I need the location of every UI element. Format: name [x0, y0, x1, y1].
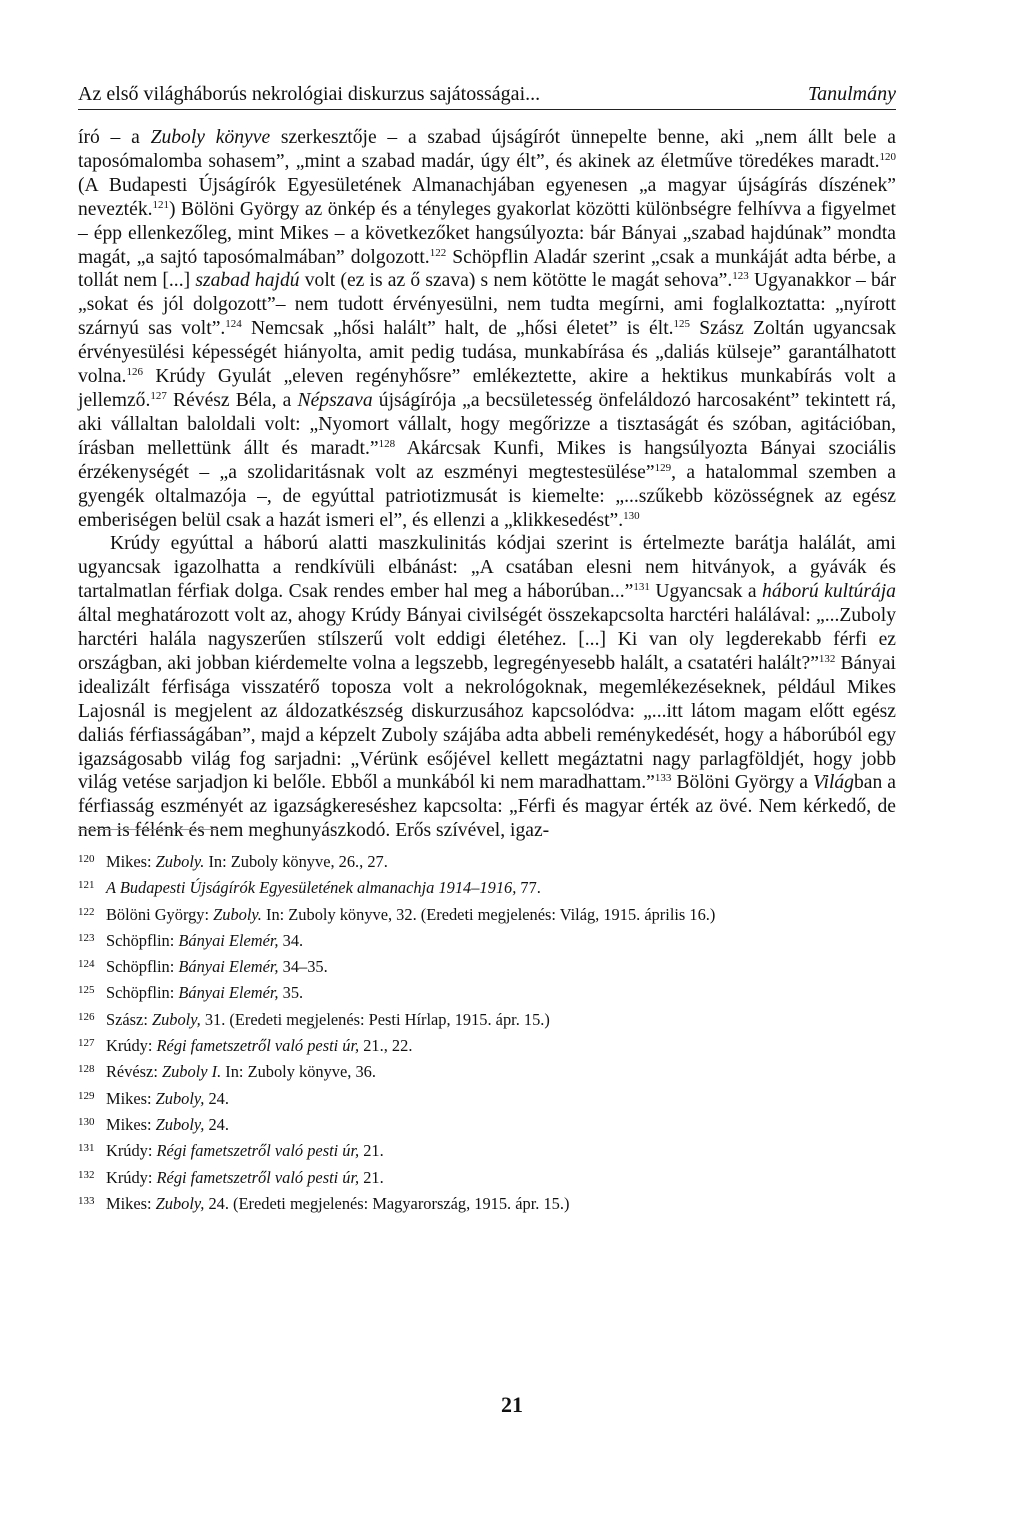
- italic-text: A Budapesti Újságírók Egyesületének almanachja 1914–1916,: [106, 878, 517, 898]
- italic-text: Zuboly,: [155, 1088, 205, 1108]
- italic-text: Népszava: [297, 389, 373, 411]
- text-run: Nemcsak „hősi halált” halt, de „hősi életet” is élt.: [241, 318, 674, 340]
- italic-text: Zuboly könyve: [150, 127, 271, 148]
- footnote: 122 Bölöni György: Zuboly. In: Zuboly könyve, 32. (Eredeti megjelenés: Világ, 1915. április 16.): [78, 904, 716, 924]
- italic-text: Zuboly.: [213, 904, 262, 924]
- text-run: által meghatározott volt az, ahogy Krúdy Bányai civilségét összekapcsolta harctéri halálával: „...Zuboly harctéri halála nagyszerűen stílszerű volt eddigi életéhez. [...] Ki van oly legderekabb férfi ez országban, aki jobban kiérdemelte volna a legszebb, legregényesebb halált, a csatatéri halált?”: [78, 605, 896, 674]
- footnote-ref: 132: [818, 652, 836, 665]
- footnote: 131 Krúdy: Régi fametszetről való pesti úr, 21.: [78, 1141, 384, 1161]
- text-run: újságírója „a becsületesség önfeláldozó harcosaként” tekintett rá, aki vállaltan baloldali volt: „Nyomort vállalt, hogy megőrizze a tisztaságát és szóban, agitációban, írásban mellettünk állt és maradt.”: [78, 389, 896, 459]
- footnote: 132 Krúdy: Régi fametszetről való pesti úr, 21.: [78, 1167, 384, 1187]
- italic-text: Bányai Elemér,: [178, 930, 279, 950]
- footnote: 129 Mikes: Zuboly, 24.: [78, 1088, 229, 1108]
- italic-text: Zuboly,: [155, 1114, 205, 1134]
- text-run: Krúdy:: [106, 1141, 157, 1161]
- footnote-ref: 133: [654, 772, 672, 785]
- footnote-ref: 125: [673, 318, 691, 331]
- text-run: 21.: [359, 1141, 384, 1161]
- text-run: Révész Béla, a: [166, 389, 298, 411]
- page-number: 21: [501, 1392, 523, 1417]
- italic-text: Régi fametszetről való pesti úr,: [156, 1036, 360, 1056]
- text-run: Ugyancsak a: [649, 581, 763, 603]
- text-run: Krúdy Gyulát „eleven regényhősre” emlékeztette, akire a hektikus munkabírás volt a jellemző.: [78, 366, 896, 411]
- italic-text: Világ: [812, 772, 854, 794]
- text-run: Mikes:: [106, 1114, 156, 1134]
- footnote-ref: 131: [633, 581, 650, 594]
- text-run: In: Zuboly könyve, 26., 27.: [204, 852, 388, 871]
- footnote: 126 Szász: Zuboly, 31. (Eredeti megjelenés: Pesti Hírlap, 1915. ápr. 15.): [78, 1009, 550, 1029]
- footnote-ref: 124: [225, 318, 242, 331]
- text-run: szerkesztője – a szabad újságírót ünnepelte benne, aki „nem állt bele a taposómalomba sohasem”, „mint a szabad madár, úgy élt”, és akinek az életműve töredékes maradt.: [78, 127, 896, 172]
- body-text: [78, 126, 896, 843]
- text-run: Schöpflin Aladár szerint „csak a munkáját adta bérbe, a tollát nem [...]: [78, 246, 896, 292]
- text-run: 77.: [516, 878, 541, 898]
- text-run: 34–35.: [278, 957, 328, 977]
- text-run: ban a férfiasság eszményét az igazságkereséshez kapcsolta: „Férfi és magyar érték az övé. Nem kérkedő, de nem is félénk és nem meghunyászkodó. Erős szívével, igaz-: [78, 772, 896, 842]
- text-run: Bölöni György a: [671, 772, 813, 794]
- footnote-ref: 129: [654, 461, 672, 474]
- text-run: Mikes:: [106, 1193, 156, 1213]
- text-run: 21., 22.: [359, 1036, 413, 1056]
- footnote-ref: 130: [623, 509, 640, 522]
- text-run: Schöpflin:: [106, 930, 179, 950]
- text-run: Szász:: [106, 1009, 152, 1029]
- italic-text: Zuboly I.: [161, 1062, 222, 1082]
- italic-text: Zuboly,: [155, 1193, 205, 1213]
- running-header-section: Tanulmány: [807, 83, 896, 105]
- italic-text: szabad hajdú: [195, 270, 300, 292]
- footnote-ref: 126: [126, 366, 143, 379]
- text-run: 24. (Eredeti megjelenés: Magyarország, 1915. ápr. 15.): [204, 1193, 570, 1213]
- italic-text: Régi fametszetről való pesti úr,: [156, 1167, 360, 1187]
- text-run: 24.: [204, 1088, 229, 1108]
- text-run: Mikes:: [106, 852, 156, 871]
- text-run: In: Zuboly könyve, 36.: [221, 1062, 376, 1082]
- footnote: 127 Krúdy: Régi fametszetről való pesti úr, 21., 22.: [78, 1036, 413, 1056]
- text-run: Krúdy:: [106, 1036, 157, 1056]
- footnote: 128 Révész: Zuboly I. In: Zuboly könyve, 36.: [78, 1062, 376, 1082]
- footnote: 120 Mikes: Zuboly. In: Zuboly könyve, 26., 27.: [78, 852, 388, 871]
- text-run: 35.: [278, 983, 304, 1003]
- italic-text: Régi fametszetről való pesti úr,: [156, 1141, 360, 1161]
- text-run: Szász Zoltán ugyancsak érvényesülési képességét hiányolta, amit pedig tudása, munkabírása és „daliás külseje” garantálhatott volna.: [78, 318, 896, 388]
- text-run: , a hatalommal szemben a gyengék oltalmazója –, de egyúttal patriotizmusát is kiemelte: „...szűkebb közösségnek az egész emberiségen belül csak a hazát ismeri el”, és ellenzi a „klikkesedést”.: [78, 461, 896, 531]
- text-run: Révész:: [106, 1062, 162, 1082]
- footnote: 124 Schöpflin: Bányai Elemér, 34–35.: [78, 957, 328, 977]
- text-run: író – a: [78, 127, 151, 148]
- text-run: Bölöni György:: [106, 904, 214, 924]
- text-run: In: Zuboly könyve, 32. (Eredeti megjelenés: Világ, 1915. április 16.): [261, 904, 716, 924]
- text-run: Krúdy egyúttal a háború alatti maszkulinitás kódjai szerint is értelmezte barátja halálát, ami ugyancsak igazolhatta a rendkívüli elbánást: „A csatában elesni nem hitványok, a gyávák és tartalmatlan férfiak dolga. Csak rendes ember hal meg a háborúban...”: [78, 533, 896, 603]
- text-run: volt (ez is az ő szava) s nem kötötte le magát sehova”.: [299, 270, 733, 292]
- text-run: Schöpflin:: [106, 983, 179, 1003]
- footnote-ref: 120: [879, 150, 896, 163]
- text-run: Schöpflin:: [106, 957, 179, 977]
- footnote-divider: [78, 829, 218, 830]
- running-header: [78, 79, 896, 110]
- text-run: Krúdy:: [106, 1167, 157, 1187]
- paragraph: [78, 532, 896, 843]
- footnote: 130 Mikes: Zuboly, 24.: [78, 1114, 229, 1134]
- italic-text: Bányai Elemér,: [178, 957, 279, 977]
- text-run: Ugyanakkor – bár „sokat és jól dolgozott”– nem tudott érvényesülni, nem tudta megírni, ami foglalkoztatta: „nyírott szárnyú sas volt”.: [78, 270, 896, 340]
- running-header-title: Az első világháborús nekrológiai diskurzus sajátosságai...: [78, 83, 541, 105]
- text-run: Akárcsak Kunfi, Mikes is hangsúlyozta Bányai szociális érzékenységét – „a szolidaritásnak volt az eszményi megtestesülése”: [78, 437, 896, 483]
- text-run: Bányai idealizált férfisága visszatérő toposza volt a nekrológoknak, megemlékezéseknek, például Mikes Lajosnál is megjelent az áldozatkészség diskurzusához kapcsolódva: „...itt látom magam előtt egész daliás férfiasságában”, majd a képzelt Zuboly szájába adta abbeli reménykedését, hogy a háborúból egy igazságosabb világ fog sarjadni: „Vérünk esőjével kellett megáztatni nagy parlagföldjét, hogy jobb világ vetése sarjadjon ki belőle. Ebből a munkából ki nem maradhattam.”: [78, 652, 896, 794]
- italic-text: Bányai Elemér,: [178, 983, 279, 1003]
- text-run: 34.: [278, 930, 304, 950]
- text-run: 24.: [204, 1114, 229, 1134]
- footnote: 123 Schöpflin: Bányai Elemér, 34.: [78, 930, 304, 950]
- footnote: 125 Schöpflin: Bányai Elemér, 35.: [78, 983, 304, 1003]
- text-run: Mikes:: [106, 1088, 156, 1108]
- footnote-ref: 122: [429, 246, 447, 259]
- italic-text: Zuboly.: [155, 852, 205, 871]
- text-run: 31. (Eredeti megjelenés: Pesti Hírlap, 1915. ápr. 15.): [200, 1009, 550, 1029]
- text-run: ) Bölöni György az önkép és a tényleges gyakorlat közötti különbségre felhívva a figyelmet – épp ellenkezőleg, mint Mikes – a következőket hangsúlyozta: bár Bányai „szabad hajdúnak” mondta magát, „a sajtó taposómalmában” dolgozott.: [78, 198, 896, 268]
- footnote-ref: 128: [378, 437, 396, 450]
- italic-text: háború kultúrája: [762, 581, 896, 603]
- footnotes: [78, 849, 896, 1217]
- footnote: 133 Mikes: Zuboly, 24. (Eredeti megjelenés: Magyarország, 1915. ápr. 15.): [78, 1193, 570, 1213]
- footnote: 121 A Budapesti Újságírók Egyesületének almanachja 1914–1916, 77.: [78, 878, 541, 898]
- italic-text: Zuboly,: [151, 1009, 201, 1029]
- footnote-ref: 127: [150, 389, 167, 402]
- footnote-ref: 121: [152, 198, 170, 211]
- paragraph: [78, 126, 896, 532]
- text-run: (A Budapesti Újságírók Egyesületének Almanachjában egyenesen „a magyar újságírás díszének” nevezték.: [78, 174, 896, 220]
- footnote-ref: 123: [732, 270, 749, 283]
- text-run: 21.: [359, 1167, 384, 1187]
